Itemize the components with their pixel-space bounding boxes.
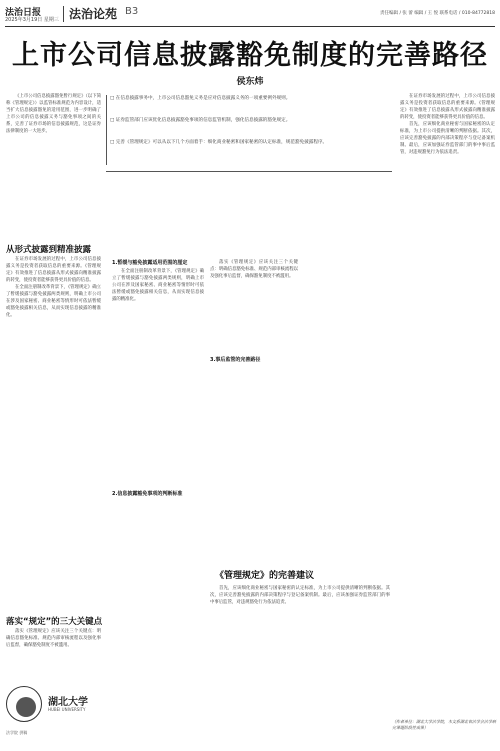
summary-left-rule (106, 95, 107, 165)
column-subhead: 1.暂缓与豁免披露适用范围的厘定 (112, 260, 188, 266)
university-logo-block (4, 683, 106, 749)
summary-bottom-rule (106, 171, 392, 172)
section-heading: 从形式披露到精准披露 (6, 245, 92, 255)
column-subhead: 2.信息披露豁免事项的判断标准 (112, 491, 183, 497)
column-2-text (112, 268, 204, 688)
headline: 上市公司信息披露豁免制度的完善路径 (12, 40, 488, 71)
page-header (5, 2, 495, 27)
page-number: B3 (125, 6, 139, 17)
section-heading: 落实“规定”的三大关键点 (6, 617, 103, 627)
body-paragraph: 首先，应该细化商业秘密与国家秘密的认定标准，为上市公司提供清晰的判断依据。其次，应该完善豁免披露的内部决策程序与登记备案机制。最后，应该加强证券监管部门的事中事后监管，对违规豁免行为依法追责。 (210, 586, 390, 605)
section-title: 法治论苑 (69, 7, 118, 21)
section-1-text (6, 256, 101, 606)
column-3-text (210, 259, 298, 559)
column-subhead: 3.事后监管的完善路径 (210, 357, 261, 363)
section-heading: 《管理规定》的完善建议 (215, 571, 315, 581)
body-paragraph: 在证券市场发展的过程中，上市公司信息披露义务是投资者获取信息的重要来源。《管理规定》有效推进了信息披露从形式披露向精准披露的转变，使投资者能够获得更具价值的信息。 (400, 94, 495, 120)
header-divider (63, 6, 64, 22)
body-paragraph: 落实《管理规定》应该关注三个关键点：明确信息豁免标准、规范内部审核流程以及强化事后监督，确保豁免制度不被滥用。 (6, 629, 101, 648)
author-byline: 侯东炜 (236, 77, 264, 87)
author-note: （作者单位：湖北大学法学院，本文系湖北省法学会法学研究课题阶段性成果） (392, 719, 496, 730)
section-3-text (210, 585, 390, 745)
logo-caption: 法学院 供稿 (6, 730, 28, 735)
issue-date: 2025年3月19日 星期三 (5, 17, 59, 23)
university-name: 湖北大学 (48, 697, 88, 708)
intro-paragraph: 《上市公司信息披露豁免暂行规定》（以下简称《管理规定》）以监管标准规范为内容设计，适当扩大信息披露豁免的适用范围，进一步明确了上市公司的信息披露义务与豁免事项之间的关系，完善了证券市场的信息披露规范，这是证券法律制度的一大进步。 (6, 94, 101, 134)
body-paragraph: 在全面注册制改革背景下，《管理规定》确立了暂缓披露与豁免披露两类规则，明确上市公司在涉及国家秘密、商业秘密等情形时可依法暂缓或豁免披露相关信息，从而实现信息披露的精准化。 (6, 285, 101, 318)
section-2-text (6, 628, 101, 680)
body-paragraph: 落实《管理规定》应该关注三个关键点：明确信息豁免标准、规范内部审核流程以及强化事后监督，确保豁免制度不被滥用。 (210, 260, 298, 279)
summary-box (106, 93, 392, 253)
summary-item: □ 证券监管部门应该优化信息披露豁免事项的信息监管机制，强化信息披露的豁免规定。 (110, 118, 291, 123)
newspaper-logo: 法治日报 (5, 8, 42, 18)
body-paragraph: 在证券市场发展的过程中，上市公司信息披露义务是投资者获取信息的重要来源。《管理规定》有效推进了信息披露从形式披露向精准披露的转变，使投资者能够获得更具价值的信息。 (6, 257, 101, 283)
body-paragraph: 在全面注册制改革背景下，《管理规定》确立了暂缓披露与豁免披露两类规则，明确上市公司在涉及国家秘密、商业秘密等情形时可依法暂缓或豁免披露相关信息，从而实现信息披露的精准化。 (112, 269, 204, 302)
column-4-text (400, 93, 495, 708)
summary-item: □ 完善《管理规定》可以从以下几个方面着手：细化商业秘密和国家秘密的认定标准，规范豁免披露程序。 (110, 140, 328, 145)
university-seal-icon (6, 686, 42, 722)
university-english-name: HUBEI UNIVERSITY (48, 707, 86, 712)
summary-item: □ 在信息披露事务中，上市公司信息豁免义务是应对信息披露义务的一项重要例外规则。 (110, 96, 291, 101)
editor-info: 责任编辑 / 张 蕾 编辑 / 王 悦 联系电话 / 010-84772818 (380, 11, 495, 16)
intro-column (6, 93, 101, 238)
body-paragraph: 首先，应该细化商业秘密与国家秘密的认定标准，为上市公司提供清晰的判断依据。其次，应该完善豁免披露的内部决策程序与登记备案机制。最后，应该加强证券监管部门的事中事后监管，对违规豁免行为依法追责。 (400, 122, 495, 155)
